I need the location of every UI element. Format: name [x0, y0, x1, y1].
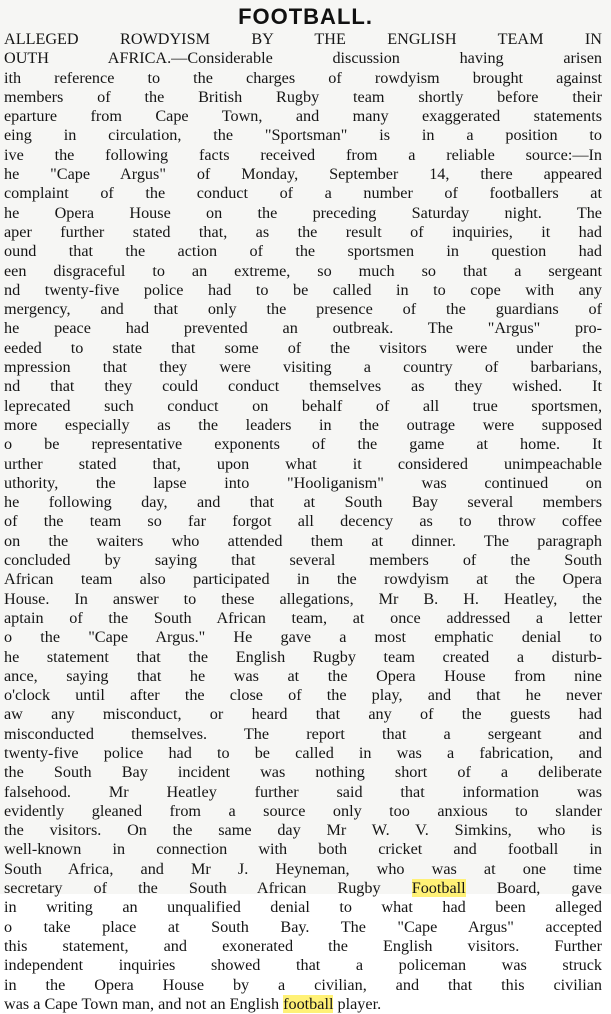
- article-line: eeded to state that some of the visitors were under the: [4, 338, 602, 357]
- article-line: aper further stated that, as the result of inquiries, it had: [4, 222, 602, 241]
- article-line: members of the British Rugby team shortly before their: [4, 87, 602, 106]
- article-line: concluded by saying that several members of the South: [4, 551, 602, 570]
- article-line: ALLEGED ROWDYISM BY THE ENGLISH TEAM IN: [4, 30, 602, 48]
- article-line: ound that the action of the sportsmen in question had: [4, 242, 602, 261]
- article-line: of the team so far forgot all decency as to throw coffee: [4, 512, 602, 531]
- article-line: twenty-five police had to be called in was a fabrication, and: [4, 743, 602, 762]
- article-line: o'clock until after the close of the play, and that he never: [4, 686, 602, 705]
- article-line: een disgraceful to an extreme, so much so that a sergeant: [4, 261, 602, 280]
- article-line: African team also participated in the rowdyism at the Opera: [4, 570, 602, 589]
- article-line: on the waiters who attended them at dinner. The paragraph: [4, 531, 602, 550]
- article-line: he "Cape Argus" of Monday, September 14, there appeared: [4, 165, 602, 184]
- article-line: the visitors. On the same day Mr W. V. Simkins, who is: [4, 821, 602, 840]
- article-line: misconducted themselves. The report that a sergeant and: [4, 724, 602, 743]
- article-line: he peace had prevented an outbreak. The "Argus" pro-: [4, 319, 602, 338]
- article-line: House. In answer to these allegations, Mr B. H. Heatley, the: [4, 589, 602, 608]
- article-line: he statement that the English Rugby team created a disturb-: [4, 647, 602, 666]
- article-line: in writing an unqualified denial to what had been alleged: [4, 898, 602, 917]
- article-line: mergency, and that only the presence of the guardians of: [4, 300, 602, 319]
- article-line: o the "Cape Argus." He gave a most emphatic denial to: [4, 628, 602, 647]
- article-line: more especially as the leaders in the outrage were supposed: [4, 415, 602, 434]
- article-line: eing in circulation, the "Sportsman" is in a position to: [4, 126, 602, 145]
- article-body: [0, 30, 611, 1014]
- article-line: well-known in connection with both cricket and football in: [4, 840, 602, 859]
- article-line: uthority, the lapse into "Hooliganism" was continued on: [4, 473, 602, 492]
- article-line: aptain of the South African team, at once addressed a letter: [4, 608, 602, 627]
- article-line: was a Cape Town man, and not an English football player.: [4, 994, 382, 1013]
- article-line: the South Bay incident was nothing short of a deliberate: [4, 763, 602, 782]
- article-line: ive the following facts received from a reliable source:—In: [4, 145, 602, 164]
- highlighted-term: football: [283, 994, 334, 1013]
- article-line: he following day, and that at South Bay several members: [4, 493, 602, 512]
- article-line: ith reference to the charges of rowdyism brought against: [4, 68, 602, 87]
- article-line: eparture from Cape Town, and many exaggerated statements: [4, 107, 602, 126]
- article-line: he Opera House on the preceding Saturday night. The: [4, 203, 602, 222]
- article-line: o be representative exponents of the game at home. It: [4, 435, 602, 454]
- article-line: aw any misconduct, or heard that any of the guests had: [4, 705, 602, 724]
- article-line: evidently gleaned from a source only too anxious to slander: [4, 801, 602, 820]
- highlighted-term: Football: [411, 879, 466, 898]
- article-line: leprecated such conduct on behalf of all true sportsmen,: [4, 396, 602, 415]
- article-heading: FOOTBALL.: [238, 4, 373, 29]
- article-line: complaint of the conduct of a number of footballers at: [4, 184, 602, 203]
- article-line: in the Opera House by a civilian, and that this civilian: [4, 975, 602, 994]
- article-line: ance, saying that he was at the Opera House from nine: [4, 666, 602, 685]
- article-line: OUTH AFRICA.—Considerable discussion having arisen: [4, 49, 602, 68]
- article-line: urther stated that, upon what it considered unimpeachable: [4, 454, 602, 473]
- article-line: secretary of the South African Rugby Football Board, gave: [4, 879, 602, 898]
- article-line: falsehood. Mr Heatley further said that information was: [4, 782, 602, 801]
- article-line: this statement, and exonerated the English visitors. Further: [4, 936, 602, 955]
- article-line: nd that they could conduct themselves as they wished. It: [4, 377, 602, 396]
- article-line: independent inquiries showed that a policeman was struck: [4, 956, 602, 975]
- article-line: o take place at South Bay. The "Cape Argus" accepted: [4, 917, 602, 936]
- article-line: mpression that they were visiting a country of barbarians,: [4, 358, 602, 377]
- article-line: nd twenty-five police had to be called in to cope with any: [4, 280, 602, 299]
- article-line: South Africa, and Mr J. Heyneman, who was at one time: [4, 859, 602, 878]
